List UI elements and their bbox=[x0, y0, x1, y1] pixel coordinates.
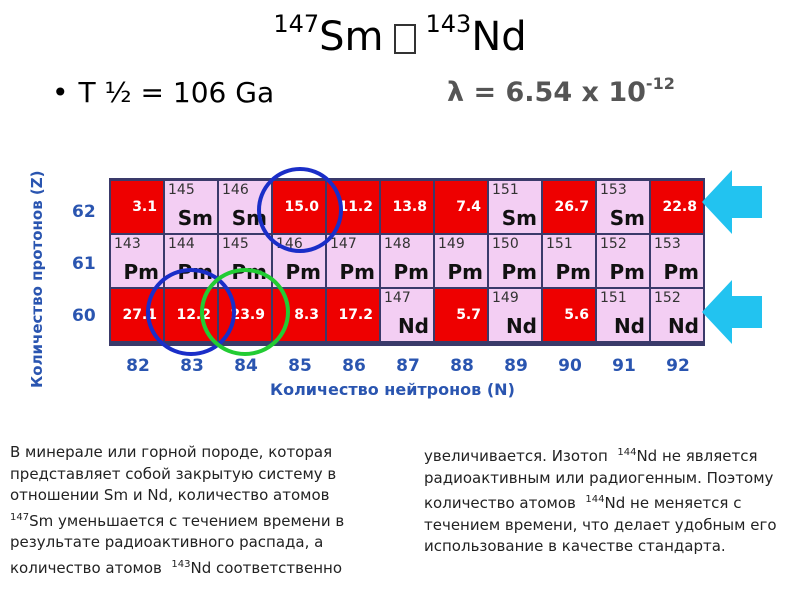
stable-isotope-cell: 12.2 bbox=[165, 289, 217, 341]
mass-number: 145 bbox=[222, 236, 249, 252]
element-symbol: Sm bbox=[501, 206, 537, 230]
z-label-60: 60 bbox=[72, 306, 96, 326]
text-line bbox=[10, 554, 400, 580]
stable-isotope-cell: 13.8 bbox=[381, 181, 433, 233]
daughter-mass: 143 bbox=[425, 10, 472, 38]
element-symbol: Sm bbox=[609, 206, 645, 230]
text-span: Nd не является bbox=[636, 447, 758, 465]
stable-isotope-cell: 23.9 bbox=[219, 289, 271, 341]
element-symbol: Pm bbox=[555, 260, 591, 284]
isotope-cell bbox=[651, 289, 703, 341]
text-span: Nd соответственно bbox=[190, 558, 343, 577]
element-symbol: Sm bbox=[177, 206, 213, 230]
decay-constant-exponent: -12 bbox=[645, 74, 675, 93]
superscript: 144 bbox=[585, 494, 605, 505]
superscript: 144 bbox=[617, 447, 637, 458]
element-symbol: Pm bbox=[231, 260, 267, 284]
isotope-cell bbox=[435, 235, 487, 287]
stable-isotope-cell: 5.7 bbox=[435, 289, 487, 341]
n-label: 91 bbox=[612, 356, 636, 376]
mass-number: 145 bbox=[168, 182, 195, 198]
element-symbol: Pm bbox=[339, 260, 375, 284]
n-label: 90 bbox=[558, 356, 582, 376]
isotope-cell bbox=[489, 181, 541, 233]
mass-number: 149 bbox=[438, 236, 465, 252]
stable-isotope-cell: 27.1 bbox=[111, 289, 163, 341]
n-label: 82 bbox=[126, 356, 150, 376]
highlight-circle-nd144 bbox=[200, 268, 290, 356]
superscript: 143 bbox=[171, 558, 191, 570]
element-symbol: Pm bbox=[285, 260, 321, 284]
parent-symbol: Sm bbox=[319, 14, 384, 60]
isotope-cell bbox=[165, 181, 217, 233]
element-symbol: Pm bbox=[447, 260, 483, 284]
isotope-cell bbox=[597, 289, 649, 341]
element-symbol: Nd bbox=[397, 314, 429, 338]
text-span: Sm уменьшается с течением времени в bbox=[29, 511, 345, 530]
mass-number: 146 bbox=[222, 182, 249, 198]
stable-isotope-cell: 7.4 bbox=[435, 181, 487, 233]
text-span: увеличивается. Изотоп bbox=[424, 447, 608, 465]
n-label: 88 bbox=[450, 356, 474, 376]
element-symbol: Sm bbox=[231, 206, 267, 230]
mass-number: 150 bbox=[492, 236, 519, 252]
mass-number: 143 bbox=[114, 236, 141, 252]
mass-number: 151 bbox=[600, 290, 627, 306]
text-line bbox=[424, 442, 796, 468]
text-line bbox=[10, 507, 400, 533]
superscript: 147 bbox=[10, 511, 30, 523]
element-symbol: Pm bbox=[663, 260, 699, 284]
text-line: течением времени, что делает удобным его bbox=[424, 515, 777, 534]
text-span: количество атомов bbox=[424, 494, 576, 512]
n-label: 85 bbox=[288, 356, 312, 376]
element-symbol: Nd bbox=[613, 314, 645, 338]
n-label: 86 bbox=[342, 356, 366, 376]
y-axis-label: Количество протонов (Z) bbox=[28, 170, 46, 388]
isotope-cell bbox=[651, 235, 703, 287]
half-life-bullet bbox=[52, 76, 274, 109]
half-life-text: T ½ = 106 Ga bbox=[78, 76, 275, 109]
highlight-circle-sm147 bbox=[257, 167, 343, 253]
missing-arrow-glyph-icon bbox=[394, 24, 416, 54]
isotope-cell bbox=[111, 235, 163, 287]
arrow-left-icon bbox=[702, 170, 762, 234]
isotope-cell bbox=[489, 235, 541, 287]
isotope-cell bbox=[327, 235, 379, 287]
element-symbol: Pm bbox=[501, 260, 537, 284]
text-span: количество атомов bbox=[10, 558, 162, 577]
stable-isotope-cell: 3.1 bbox=[111, 181, 163, 233]
element-symbol: Pm bbox=[123, 260, 159, 284]
element-symbol: Nd bbox=[505, 314, 537, 338]
element-symbol: Pm bbox=[177, 260, 213, 284]
paragraph-right bbox=[424, 442, 796, 558]
decay-constant bbox=[447, 74, 675, 108]
mass-number: 146 bbox=[276, 236, 303, 252]
mass-number: 152 bbox=[654, 290, 681, 306]
stable-isotope-cell: 11.2 bbox=[327, 181, 379, 233]
daughter-symbol: Nd bbox=[471, 14, 527, 60]
text-line: отношении Sm и Nd, количество атомов bbox=[10, 486, 330, 504]
isotope-cell bbox=[597, 181, 649, 233]
stable-isotope-cell: 22.8 bbox=[651, 181, 703, 233]
slide-title bbox=[0, 10, 800, 60]
text-line bbox=[424, 489, 796, 515]
mass-number: 147 bbox=[384, 290, 411, 306]
text-line: представляет собой закрытую систему в bbox=[10, 464, 337, 483]
x-axis-label: Количество нейтронов (N) bbox=[270, 380, 515, 399]
bullet-icon: • bbox=[52, 76, 69, 109]
mass-number: 153 bbox=[600, 182, 627, 198]
element-symbol: Nd bbox=[667, 314, 699, 338]
isotope-cell bbox=[381, 289, 433, 341]
arrow-left-icon bbox=[702, 280, 762, 344]
stable-isotope-cell: 15.0 bbox=[273, 181, 325, 233]
stable-isotope-cell: 26.7 bbox=[543, 181, 595, 233]
n-label: 87 bbox=[396, 356, 420, 376]
text-span: Nd не меняется с bbox=[604, 494, 742, 512]
mass-number: 144 bbox=[168, 236, 195, 252]
mass-number: 148 bbox=[384, 236, 411, 252]
isotope-cell bbox=[597, 235, 649, 287]
paragraph-left bbox=[10, 442, 400, 579]
element-symbol: Pm bbox=[393, 260, 429, 284]
n-label: 92 bbox=[666, 356, 690, 376]
n-label: 89 bbox=[504, 356, 528, 376]
text-line: использование в качестве стандарта. bbox=[424, 537, 726, 555]
decay-constant-text: λ = 6.54 x 10 bbox=[447, 77, 646, 108]
mass-number: 151 bbox=[492, 182, 519, 198]
stable-isotope-cell: 5.6 bbox=[543, 289, 595, 341]
isotope-cell bbox=[543, 235, 595, 287]
mass-number: 153 bbox=[654, 236, 681, 252]
n-label: 83 bbox=[180, 356, 204, 376]
mass-number: 147 bbox=[330, 236, 357, 252]
text-line: В минерале или горной породе, которая bbox=[10, 443, 333, 461]
parent-mass: 147 bbox=[273, 10, 320, 38]
text-line: радиоактивным или радиогенным. Поэтому bbox=[424, 468, 774, 487]
isotope-cell bbox=[489, 289, 541, 341]
isotope-cell bbox=[381, 235, 433, 287]
z-label-62: 62 bbox=[72, 202, 96, 222]
mass-number: 151 bbox=[546, 236, 573, 252]
element-symbol: Pm bbox=[609, 260, 645, 284]
mass-number: 149 bbox=[492, 290, 519, 306]
text-line: результате радиоактивного распада, а bbox=[10, 533, 324, 551]
stable-isotope-cell: 8.3 bbox=[273, 289, 325, 341]
stable-isotope-cell: 17.2 bbox=[327, 289, 379, 341]
mass-number: 152 bbox=[600, 236, 627, 252]
n-label: 84 bbox=[234, 356, 258, 376]
z-label-61: 61 bbox=[72, 254, 96, 274]
